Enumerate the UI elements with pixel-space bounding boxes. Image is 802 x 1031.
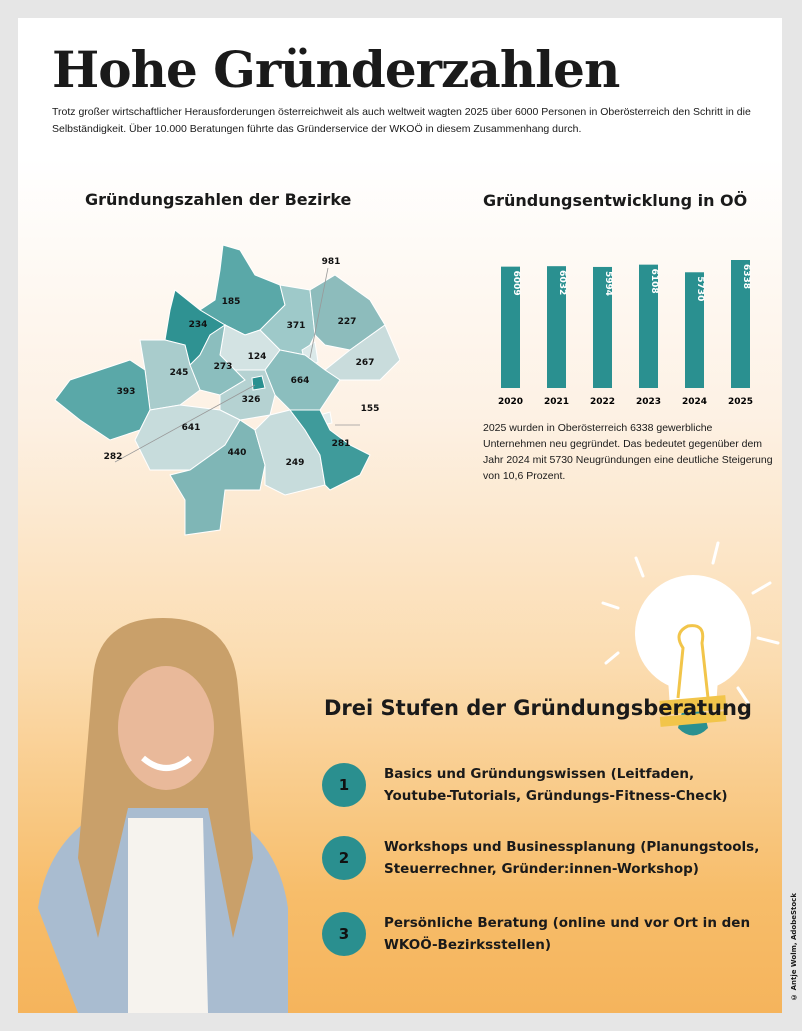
label-281: 281	[331, 439, 351, 449]
x-tick-label: 2025	[727, 397, 754, 407]
chart-description: 2025 wurden in Oberösterreich 6338 gewerbliche Unternehmen neu gegründet. Das bedeutet gegenüber dem Jahr 2024 mit 5730 Neugründungen eine deutliche Steigerung von 10,6 Prozent.	[483, 422, 773, 482]
label-245: 245	[169, 368, 189, 378]
infographic-page	[18, 18, 782, 1013]
label-267: 267	[355, 358, 375, 368]
label-273: 273	[213, 362, 233, 372]
bar-value-label: 6108	[649, 268, 659, 294]
label-641: 641	[181, 423, 201, 433]
label-249: 249	[285, 458, 305, 468]
bar-value-label: 6009	[511, 270, 521, 296]
label-234: 234	[188, 320, 208, 330]
portrait-photo	[18, 608, 318, 1013]
bar-value-label: 5994	[603, 270, 613, 297]
label-124: 124	[247, 352, 267, 362]
bar-value-label: 5730	[695, 276, 705, 302]
label-664: 664	[290, 376, 310, 386]
x-tick-label: 2023	[635, 397, 662, 407]
lightbulb-icon	[598, 538, 782, 758]
step-3	[322, 912, 764, 956]
step-text: Basics und Gründungswissen (Leitfaden, Youtube-Tutorials, Gründungs-Fitness-Check)	[384, 766, 728, 804]
label-326: 326	[241, 395, 261, 405]
label-981: 981	[321, 257, 341, 267]
district-map	[40, 230, 400, 550]
bar-value-label: 6032	[557, 270, 567, 296]
chart-title: Gründungsentwicklung in OÖ	[483, 191, 748, 210]
label-282: 282	[103, 452, 123, 462]
step-number: 1	[322, 763, 366, 807]
step-2	[322, 836, 764, 880]
label-185: 185	[221, 297, 241, 307]
x-tick-label: 2024	[681, 397, 708, 407]
label-393: 393	[116, 387, 136, 397]
x-tick-label: 2020	[497, 397, 524, 407]
district-393	[55, 360, 150, 440]
step-text: Persönliche Beratung (online und vor Ort in den WKOÖ-Bezirksstellen)	[384, 915, 751, 953]
step-number: 2	[322, 836, 366, 880]
map-title: Gründungszahlen der Bezirke	[85, 190, 352, 209]
label-227: 227	[337, 317, 357, 327]
bar-value-label: 6338	[741, 264, 751, 290]
steps-title: Drei Stufen der Gründungsberatung	[324, 696, 752, 720]
label-371: 371	[286, 321, 306, 331]
step-1	[322, 763, 764, 807]
x-tick-label: 2021	[543, 397, 570, 407]
photo-credit: © Antje Wolm, AdobeStock	[790, 893, 798, 1001]
label-440: 440	[227, 448, 247, 458]
step-number: 3	[322, 912, 366, 956]
label-155: 155	[360, 404, 380, 414]
page-title: Hohe Gründerzahlen	[52, 40, 620, 99]
x-tick-label: 2022	[589, 397, 616, 407]
step-text: Workshops und Businessplanung (Planungstools, Steuerrechner, Gründer:innen-Workshop)	[384, 839, 760, 877]
bar-chart	[473, 228, 773, 413]
intro-text: Trotz großer wirtschaftlicher Herausforderungen österreichweit als auch weltweit wagten 2025 über 6000 Personen in Oberösterreich den Schritt in die Selbständigkeit. Über 10.000 Beratungen führte das Gründerservice der WKOÖ in diesem Zusammenhang durch.	[52, 106, 751, 135]
